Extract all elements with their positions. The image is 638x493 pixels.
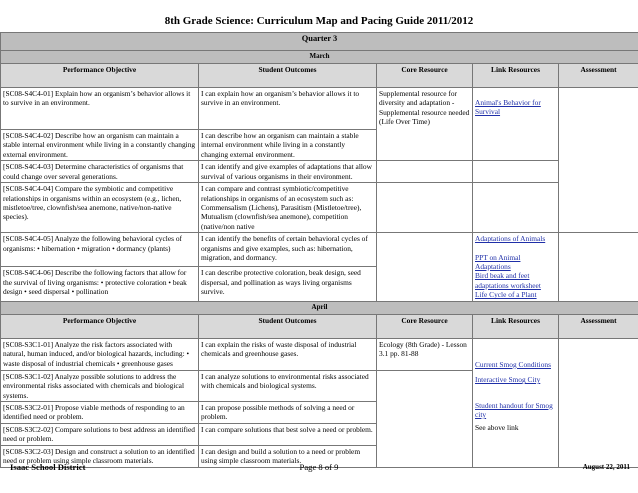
table-row [1,338,638,370]
core-resource-cell: Ecology (8th Grade) - Lesson 3.1 pp. 81-88 [377,338,473,370]
links-cell [473,338,559,467]
curriculum-table [0,32,638,468]
table-row [1,161,638,183]
outcome-cell: I can describe protective coloration, beak design, seed dispersal, and pollination as ways living organisms survive. [199,267,377,301]
district-name: Isaac School District [10,462,86,472]
link-ppt-animal-adaptations[interactable]: PPT on Animal Adaptations [475,252,521,272]
page-footer [0,458,638,478]
table-row [1,88,638,130]
core-resource-cell [377,183,473,233]
core-resource-cell: Supplemental resource for diversity and adaptation - Supplemental resource needed (Life Over Time) [377,88,473,161]
objective-cell: [SC08-S4C4-02] Describe how an organism can maintain a stable internal environment while living in a constantly changing external environment. [1,130,199,161]
objective-cell: [SC08-S4C4-03] Determine characteristics of organisms that could change over several generations. [1,161,199,183]
column-header-row [1,314,638,338]
month-label-march: March [1,51,638,64]
column-header-row [1,64,638,88]
objective-cell: [SC08-S3C1-01] Analyze the risk factors associated with natural, human induced, and/or biological hazards, including: • waste disposal of industrial chemicals • greenhouse gases [1,338,199,370]
outcome-cell: I can compare solutions that best solve a need or problem. [199,423,377,445]
header-outcomes: Student Outcomes [199,314,377,338]
objective-cell: [SC08-S3C2-02] Compare solutions to best address an identified need or problem. [1,423,199,445]
header-objective: Performance Objective [1,314,199,338]
header-outcomes: Student Outcomes [199,64,377,88]
table-row [1,233,638,267]
objective-cell: [SC08-S4C4-05] Analyze the following behavioral cycles of organisms: • hibernation • migration • dormancy (plants) [1,233,199,267]
link-animal-behavior[interactable]: Animal's Behavior for Survival [475,98,541,117]
outcome-cell: I can design and build a solution to a need or problem using simple classroom materials. [199,445,377,467]
objective-cell: [SC08-S4C4-01] Explain how an organism’s behavior allows it to survive in an environment. [1,88,199,130]
outcome-cell: I can analyze solutions to environmental risks associated with chemicals and biological systems. [199,370,377,401]
outcome-cell: I can propose possible methods of solving a need or problem. [199,401,377,423]
objective-cell: [SC08-S4C4-04] Compare the symbiotic and competitive relationships in organisms within an ecosystem (e.g., lichen, mistletoe/tree, clownfish/sea anemone, native/non-native species). [1,183,199,233]
link-interactive-smog-city[interactable]: Interactive Smog City [475,375,541,385]
outcome-cell: I can identify and give examples of adaptations that allow survival of various organisms in their environment. [199,161,377,183]
objective-cell: [SC08-S3C1-02] Analyze possible solutions to address the environmental risks associated with chemicals and biological systems. [1,370,199,401]
outcome-cell: I can compare and contrast symbiotic/competitive relationships in organisms of an ecosystem such as: Commensalism (Lichens), Parasitism (Mistletoe/tree), Mutualism (clownfish/sea anemone), competition (native/non native [199,183,377,233]
document-title: 8th Grade Science: Curriculum Map and Pacing Guide 2011/2012 [164,15,474,27]
assessment-cell [559,233,638,301]
quarter-label: Quarter 3 [1,33,638,51]
core-resource-cell [377,161,473,183]
core-resource-cell [377,370,473,467]
outcome-cell: I can explain the risks of waste disposal of industrial chemicals and greenhouse gases. [199,338,377,370]
link-current-smog[interactable]: Current Smog Conditions [475,359,551,369]
month-band-march [1,51,638,64]
core-resource-cell [377,233,473,301]
objective-cell: [SC08-S4C4-06] Describe the following factors that allow for the survival of living organisms: • protective coloration • beak design • seed dispersal • pollination [1,267,199,301]
outcome-cell: I can identify the benefits of certain behavioral cycles of organisms and give examples, such as: hibernation, migration, and dormancy. [199,233,377,267]
link-bird-beak-worksheet[interactable]: Bird beak and feet adaptations worksheet [475,271,541,290]
links-cell [473,183,559,233]
month-band-april [1,301,638,314]
header-objective: Performance Objective [1,64,199,88]
links-cell [473,88,559,161]
header-assessment: Assessment [559,64,638,88]
assessment-cell [559,338,638,467]
link-adaptations-of-animals[interactable]: Adaptations of Animals [475,234,546,244]
table-row [1,183,638,233]
objective-cell: [SC08-S3C2-01] Propose viable methods of responding to an identified need or problem. [1,401,199,423]
page-number: Page 8 of 9 [299,462,339,472]
quarter-band [1,33,638,51]
links-cell [473,161,559,183]
links-note: See above link [475,423,519,433]
month-label-april: April [1,301,638,314]
footer-date: August 22, 2011 [582,463,630,471]
header-links: Link Resources [473,64,559,88]
link-smog-handout[interactable]: Student handout for Smog city [475,400,553,419]
outcome-cell: I can explain how an organism’s behavior allows it to survive in an environment. [199,88,377,130]
assessment-cell [559,88,638,233]
objective-cell: [SC08-S3C2-03] Design and construct a solution to an identified need or problem using simple classroom materials. [1,445,199,467]
header-core: Core Resource [377,64,473,88]
header-assessment: Assessment [559,314,638,338]
outcome-cell: I can describe how an organism can maintain a stable internal environment while living in a constantly changing external environment. [199,130,377,161]
header-links: Link Resources [473,314,559,338]
link-life-cycle-plant[interactable]: Life Cycle of a Plant [475,290,537,300]
header-core: Core Resource [377,314,473,338]
links-cell [473,233,559,301]
